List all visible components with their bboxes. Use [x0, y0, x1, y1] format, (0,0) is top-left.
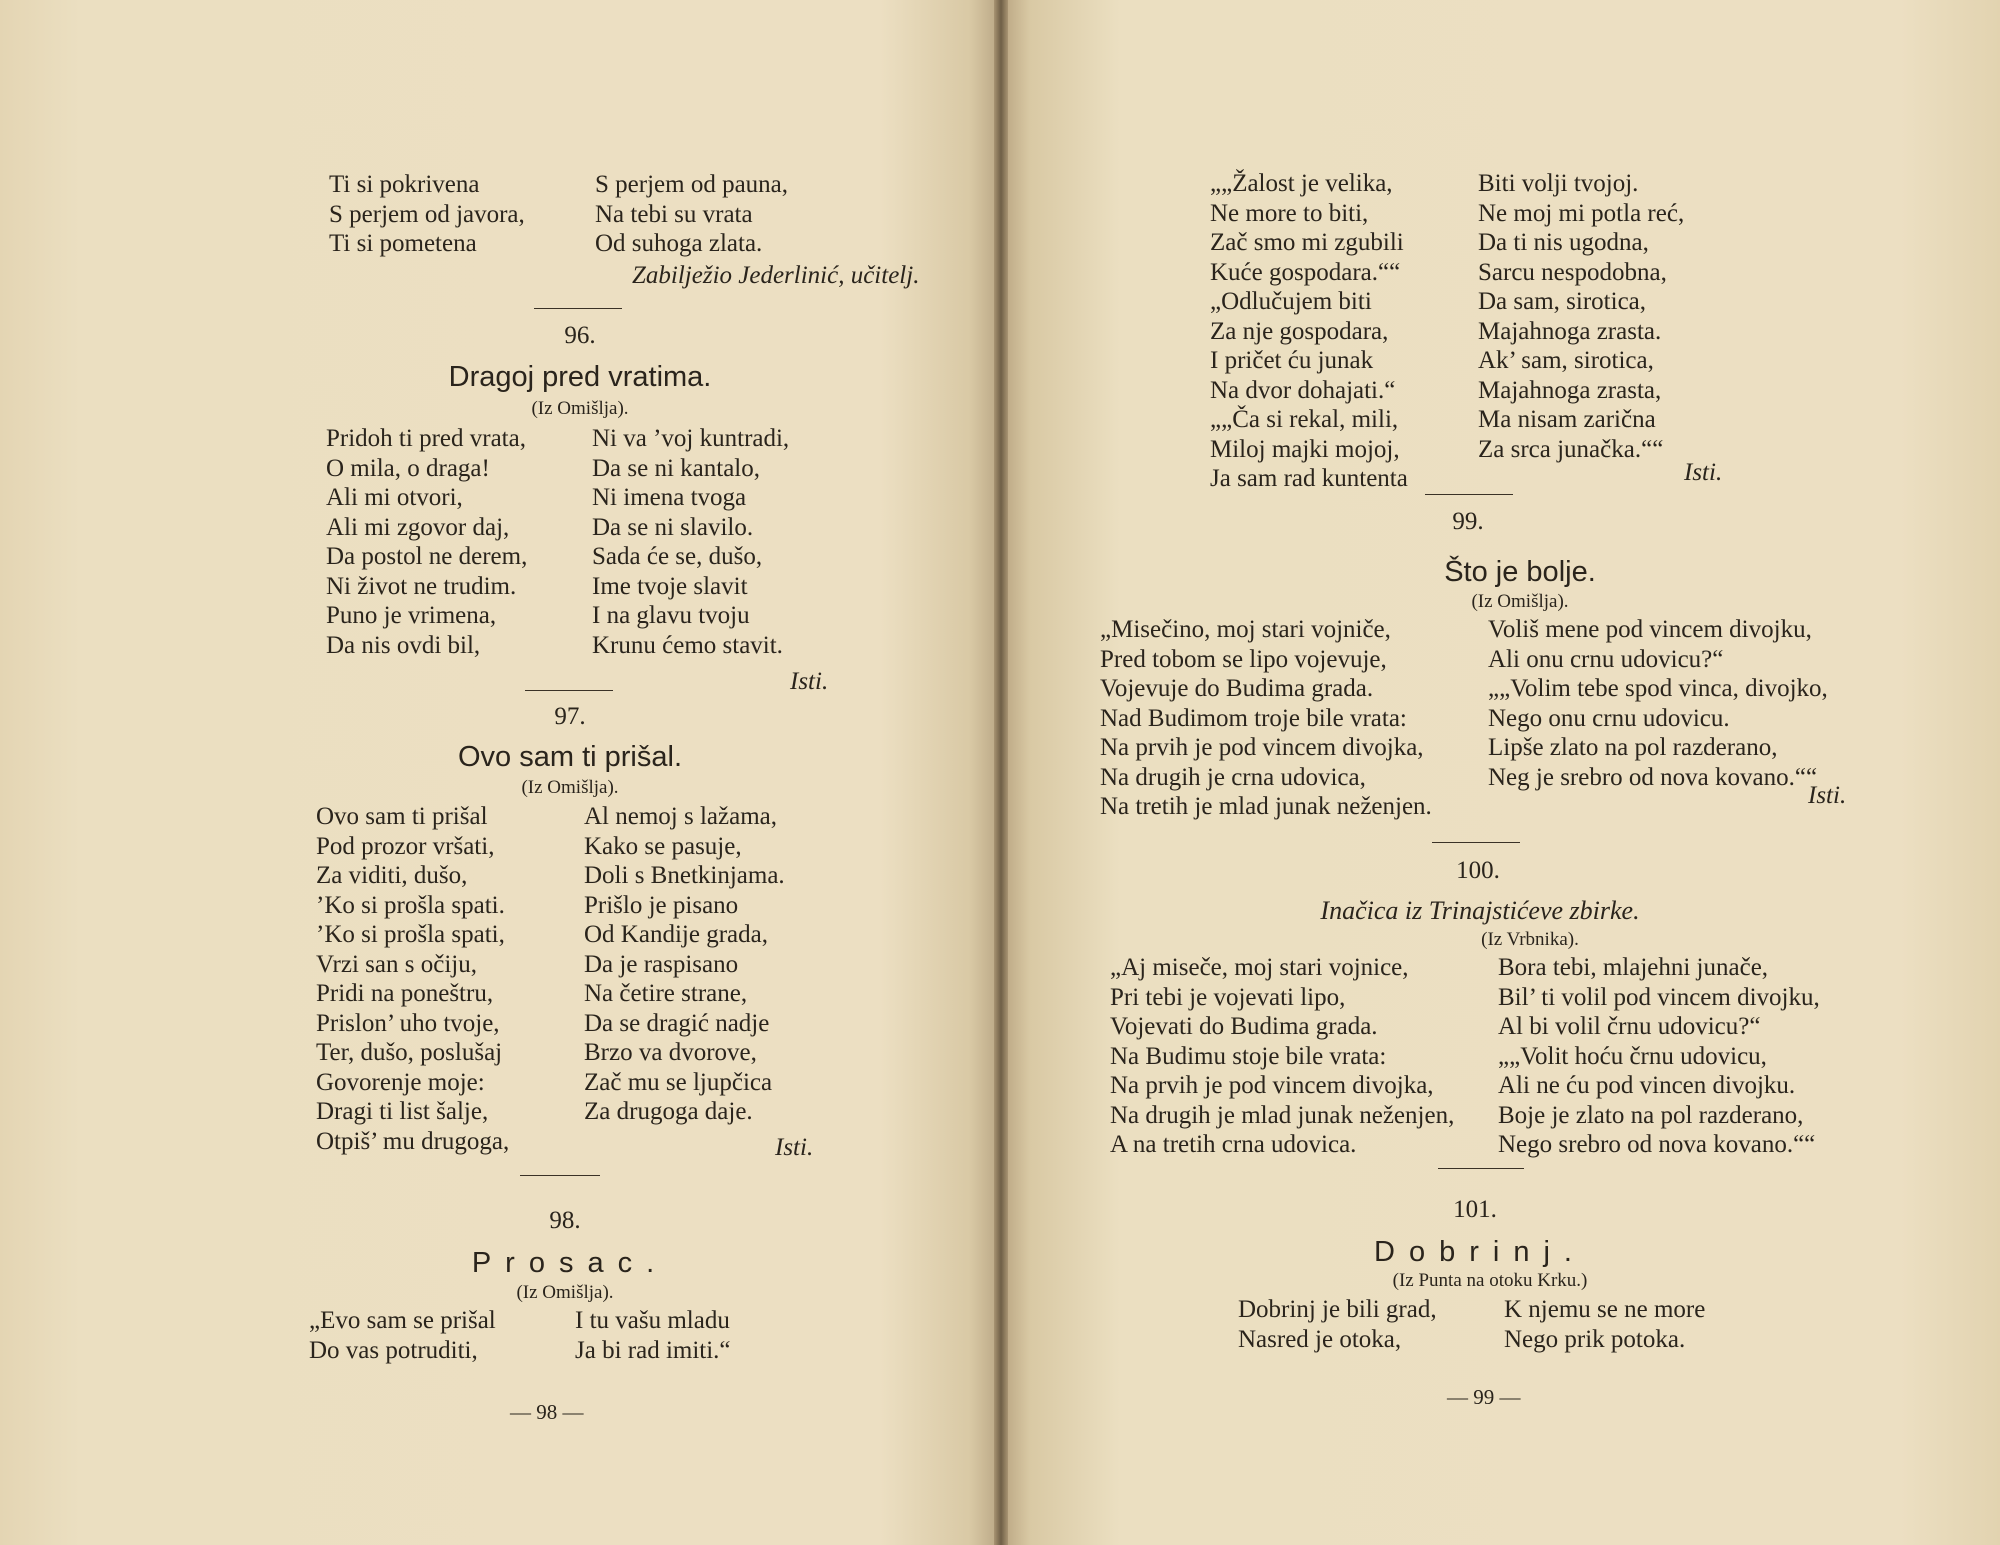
verse-line: Boje je zlato na pol razderano, — [1498, 1101, 1804, 1129]
verse-line: Na dvor dohajati.“ — [1210, 376, 1396, 404]
verse-line: Za drugoga daje. — [584, 1098, 753, 1125]
poem-title: Što je bolje. — [1444, 556, 1596, 588]
verse-line: Pod prozor vršati, — [316, 832, 495, 860]
verse-line: Voliš mene pod vincem divojku, — [1488, 616, 1812, 643]
verse-line: Sarcu nespodobna, — [1478, 258, 1667, 286]
poem-column — [1100, 615, 1488, 822]
poem-column — [326, 424, 592, 660]
verse-line: I tu vašu mladu — [575, 1307, 730, 1334]
verse-line: Sada će se, dušo, — [592, 543, 763, 570]
attribution: Isti. — [775, 1134, 814, 1161]
verse-line: Govorenje moje: — [316, 1068, 485, 1096]
verse-line: K njemu se ne more — [1504, 1296, 1706, 1323]
poem-number: 97. — [554, 703, 586, 730]
poem-97-body — [316, 802, 785, 1156]
verse-line: Bora tebi, mlajehni junače, — [1498, 954, 1769, 981]
poem-title: Inačica iz Trinajstićeve zbirke. — [1320, 896, 1640, 925]
verse-line: Ovo sam ti prišal — [316, 803, 488, 830]
poem-source: (Iz Vrbnika). — [1481, 929, 1579, 950]
verse-line: Na drugih je crna udovica, — [1100, 763, 1366, 791]
verse-line: Otpiš’ mu drugoga, — [316, 1127, 510, 1155]
verse-line: Ja sam rad kuntenta — [1210, 465, 1408, 492]
verse-line: Neg je srebro od nova kovano.““ — [1488, 763, 1818, 791]
verse-line: Na Budimu stoje bile vrata: — [1110, 1042, 1387, 1070]
attribution: Isti. — [790, 668, 829, 695]
verse-line: Pridoh ti pred vrata, — [326, 425, 526, 452]
poem-number: 98. — [549, 1207, 581, 1234]
section-rule — [1425, 494, 1513, 495]
verse-line: Za srca junačka.““ — [1478, 435, 1664, 463]
section-rule — [1432, 842, 1520, 843]
verse-line: Ak’ sam, sirotica, — [1478, 347, 1654, 374]
poem-column — [1478, 169, 1684, 494]
verse-line: Pred tobom se lipo vojevuje, — [1100, 645, 1387, 673]
verse-line: Nego onu crnu udovicu. — [1488, 704, 1730, 732]
verse-line: Ti si pometena — [329, 230, 477, 257]
poem-column — [329, 170, 595, 259]
verse-line: Da ti nis ugodna, — [1478, 229, 1649, 256]
poem-column — [584, 802, 785, 1156]
verse-line: Od suhoga zlata. — [595, 230, 763, 257]
poem-column — [595, 170, 788, 259]
verse-line: „„Žalost je velika, — [1210, 170, 1393, 197]
verse-line: Vojevuje do Budima grada. — [1100, 675, 1374, 702]
verse-line: Da postol ne derem, — [326, 543, 528, 570]
poem-title: Dobrinj. — [1374, 1236, 1586, 1268]
verse-line: Pridi na poneštru, — [316, 980, 494, 1007]
verse-line: Doli s Bnetkinjama. — [584, 862, 785, 889]
poem-column — [575, 1306, 731, 1365]
verse-line: „Aj miseče, moj stari vojnice, — [1110, 954, 1409, 981]
verse-line: Brzo va dvorove, — [584, 1039, 757, 1066]
poem-title: Ovo sam ti prišal. — [458, 741, 682, 773]
verse-line: ’Ko si prošla spati. — [316, 891, 505, 919]
page-number: — 98 — — [510, 1400, 584, 1424]
verse-line: Zač smo mi zgubili — [1210, 229, 1404, 256]
poem-column — [1210, 169, 1478, 494]
verse-line: „Odlučujem biti — [1210, 288, 1372, 315]
verse-line: Miloj majki mojoj, — [1210, 435, 1400, 463]
poem-column — [1110, 953, 1498, 1160]
verse-line: Majahnoga zrasta. — [1478, 317, 1662, 345]
poem-column — [592, 424, 789, 660]
verse-line: Ni va ’voj kuntradi, — [592, 425, 790, 452]
poem-number: 96. — [564, 322, 596, 349]
poem-number: 99. — [1452, 508, 1484, 535]
verse-line: Na drugih je mlad junak neženjen, — [1110, 1101, 1455, 1129]
verse-line: Od Kandije grada, — [584, 921, 768, 948]
verse-line: Da se ni kantalo, — [592, 454, 761, 482]
section-rule — [1438, 1168, 1524, 1169]
verse-line: Vrzi san s očiju, — [316, 950, 477, 978]
poem-101-body — [1238, 1295, 1705, 1354]
verse-line: „Misečino, moj stari vojniče, — [1100, 616, 1391, 643]
verse-line: „„Volim tebe spod vinca, divojko, — [1488, 675, 1828, 702]
verse-line: Ma nisam zarična — [1478, 406, 1656, 433]
poem-source: (Iz Omišlja). — [521, 777, 619, 798]
verse-line: Prišlo je pisano — [584, 891, 739, 919]
verse-line: „„Ča si rekal, mili, — [1210, 406, 1399, 433]
verse-line: Ali mi otvori, — [326, 484, 463, 511]
verse-line: O mila, o draga! — [326, 454, 490, 482]
page-number: — 99 — — [1447, 1385, 1521, 1409]
verse-line: Zač mu se ljupčica — [584, 1068, 773, 1096]
poem-column — [1238, 1295, 1504, 1354]
poem-column — [1488, 615, 1828, 822]
verse-line: Vojevati do Budima grada. — [1110, 1013, 1378, 1040]
verse-line: Puno je vrimena, — [326, 602, 497, 629]
verse-line: I na glavu tvoju — [592, 602, 750, 629]
verse-line: S perjem od pauna, — [595, 171, 789, 198]
verse-line: Ali ne ću pod vincen divojku. — [1498, 1072, 1796, 1099]
verse-line: Ja bi rad imiti.“ — [575, 1336, 731, 1364]
poem-column — [1498, 953, 1820, 1160]
verse-line: Kako se pasuje, — [584, 832, 742, 860]
poem-number: 100. — [1456, 857, 1500, 884]
verse-line: Nego prik potoka. — [1504, 1325, 1686, 1353]
verse-line: Kuće gospodara.““ — [1210, 258, 1401, 286]
verse-line: Na prvih je pod vincem divojka, — [1110, 1072, 1434, 1099]
poem-source: (Iz Omišlja). — [531, 398, 629, 419]
verse-line: ’Ko si prošla spati, — [316, 921, 505, 948]
poem-98-body — [309, 1306, 731, 1365]
verse-line: Za viditi, dušo, — [316, 862, 468, 889]
verse-line: I pričet ću junak — [1210, 347, 1374, 374]
verse-line: Al nemoj s lažama, — [584, 803, 777, 830]
verse-line: Na četire strane, — [584, 980, 748, 1007]
verse-line: Biti volji tvojoj. — [1478, 170, 1639, 197]
verse-line: Prislon’ uho tvoje, — [316, 1009, 500, 1037]
poem-source: (Iz Punta na otoku Krku.) — [1392, 1270, 1588, 1291]
verse-line: Na tebi su vrata — [595, 200, 753, 228]
poem-95-end — [329, 170, 788, 259]
verse-line: Dobrinj je bili grad, — [1238, 1296, 1437, 1323]
verse-line: Da se dragić nadje — [584, 1009, 770, 1037]
poem-column — [316, 802, 584, 1156]
verse-line: Ti si pokrivena — [329, 171, 480, 198]
section-rule — [520, 1175, 600, 1176]
poem-98-end — [1210, 169, 1684, 494]
verse-line: Ne moj mi potla reć, — [1478, 199, 1685, 227]
attribution: Isti. — [1808, 782, 1847, 809]
verse-line: Da je raspisano — [584, 950, 739, 978]
poem-title: Prosac. — [471, 1247, 669, 1279]
verse-line: Dragi ti list šalje, — [316, 1098, 489, 1125]
verse-line: Na tretih je mlad junak neženjen. — [1100, 793, 1432, 820]
verse-line: Ni život ne trudim. — [326, 572, 517, 600]
book-gutter — [994, 0, 1008, 1545]
verse-line: Nasred je otoka, — [1238, 1325, 1402, 1353]
verse-line: Nego srebro od nova kovano.““ — [1498, 1131, 1816, 1158]
verse-line: Za nje gospodara, — [1210, 317, 1389, 345]
poem-column — [309, 1306, 575, 1365]
verse-line: Krunu ćemo stavit. — [592, 631, 783, 659]
poem-99-body — [1100, 615, 1828, 822]
poem-source: (Iz Omišlja). — [1471, 591, 1569, 612]
poem-100-body — [1110, 953, 1820, 1160]
verse-line: Pri tebi je vojevati lipo, — [1110, 983, 1346, 1011]
verse-line: Da nis ovdi bil, — [326, 631, 481, 659]
verse-line: Majahnoga zrasta, — [1478, 376, 1662, 404]
section-rule — [525, 690, 613, 691]
verse-line: Al bi volil črnu udovicu?“ — [1498, 1013, 1761, 1040]
verse-line: A na tretih crna udovica. — [1110, 1131, 1357, 1158]
verse-line: „Evo sam se prišal — [309, 1307, 496, 1334]
poem-title: Dragoj pred vratima. — [448, 361, 712, 393]
poem-96-body — [326, 424, 789, 660]
verse-line: Lipše zlato na pol razderano, — [1488, 734, 1778, 761]
poem-number: 101. — [1453, 1196, 1497, 1223]
attribution: Isti. — [1684, 459, 1723, 486]
verse-line: S perjem od javora, — [329, 200, 525, 228]
verse-line: Ni imena tvoga — [592, 484, 747, 511]
poem-source: (Iz Omišlja). — [516, 1282, 614, 1303]
verse-line: Do vas potruditi, — [309, 1336, 478, 1364]
poem-column — [1504, 1295, 1705, 1354]
verse-line: Ime tvoje slavit — [592, 572, 748, 600]
verse-line: Bil’ ti volil pod vincem divojku, — [1498, 983, 1820, 1011]
verse-line: Ali mi zgovor daj, — [326, 513, 510, 541]
verse-line: „„Volit hoću črnu udovicu, — [1498, 1042, 1767, 1070]
section-rule — [534, 308, 622, 309]
verse-line: Ter, dušo, poslušaj — [316, 1039, 503, 1066]
verse-line: Ali onu crnu udovicu?“ — [1488, 645, 1724, 673]
verse-line: Nad Budimom troje bile vrata: — [1100, 704, 1407, 732]
verse-line: Da se ni slavilo. — [592, 513, 754, 541]
verse-line: Ne more to biti, — [1210, 199, 1369, 227]
verse-line: Da sam, sirotica, — [1478, 288, 1647, 315]
verse-line: Na prvih je pod vincem divojka, — [1100, 734, 1424, 761]
collector-signature: Zabilježio Jederlinić, učitelj. — [632, 262, 920, 289]
